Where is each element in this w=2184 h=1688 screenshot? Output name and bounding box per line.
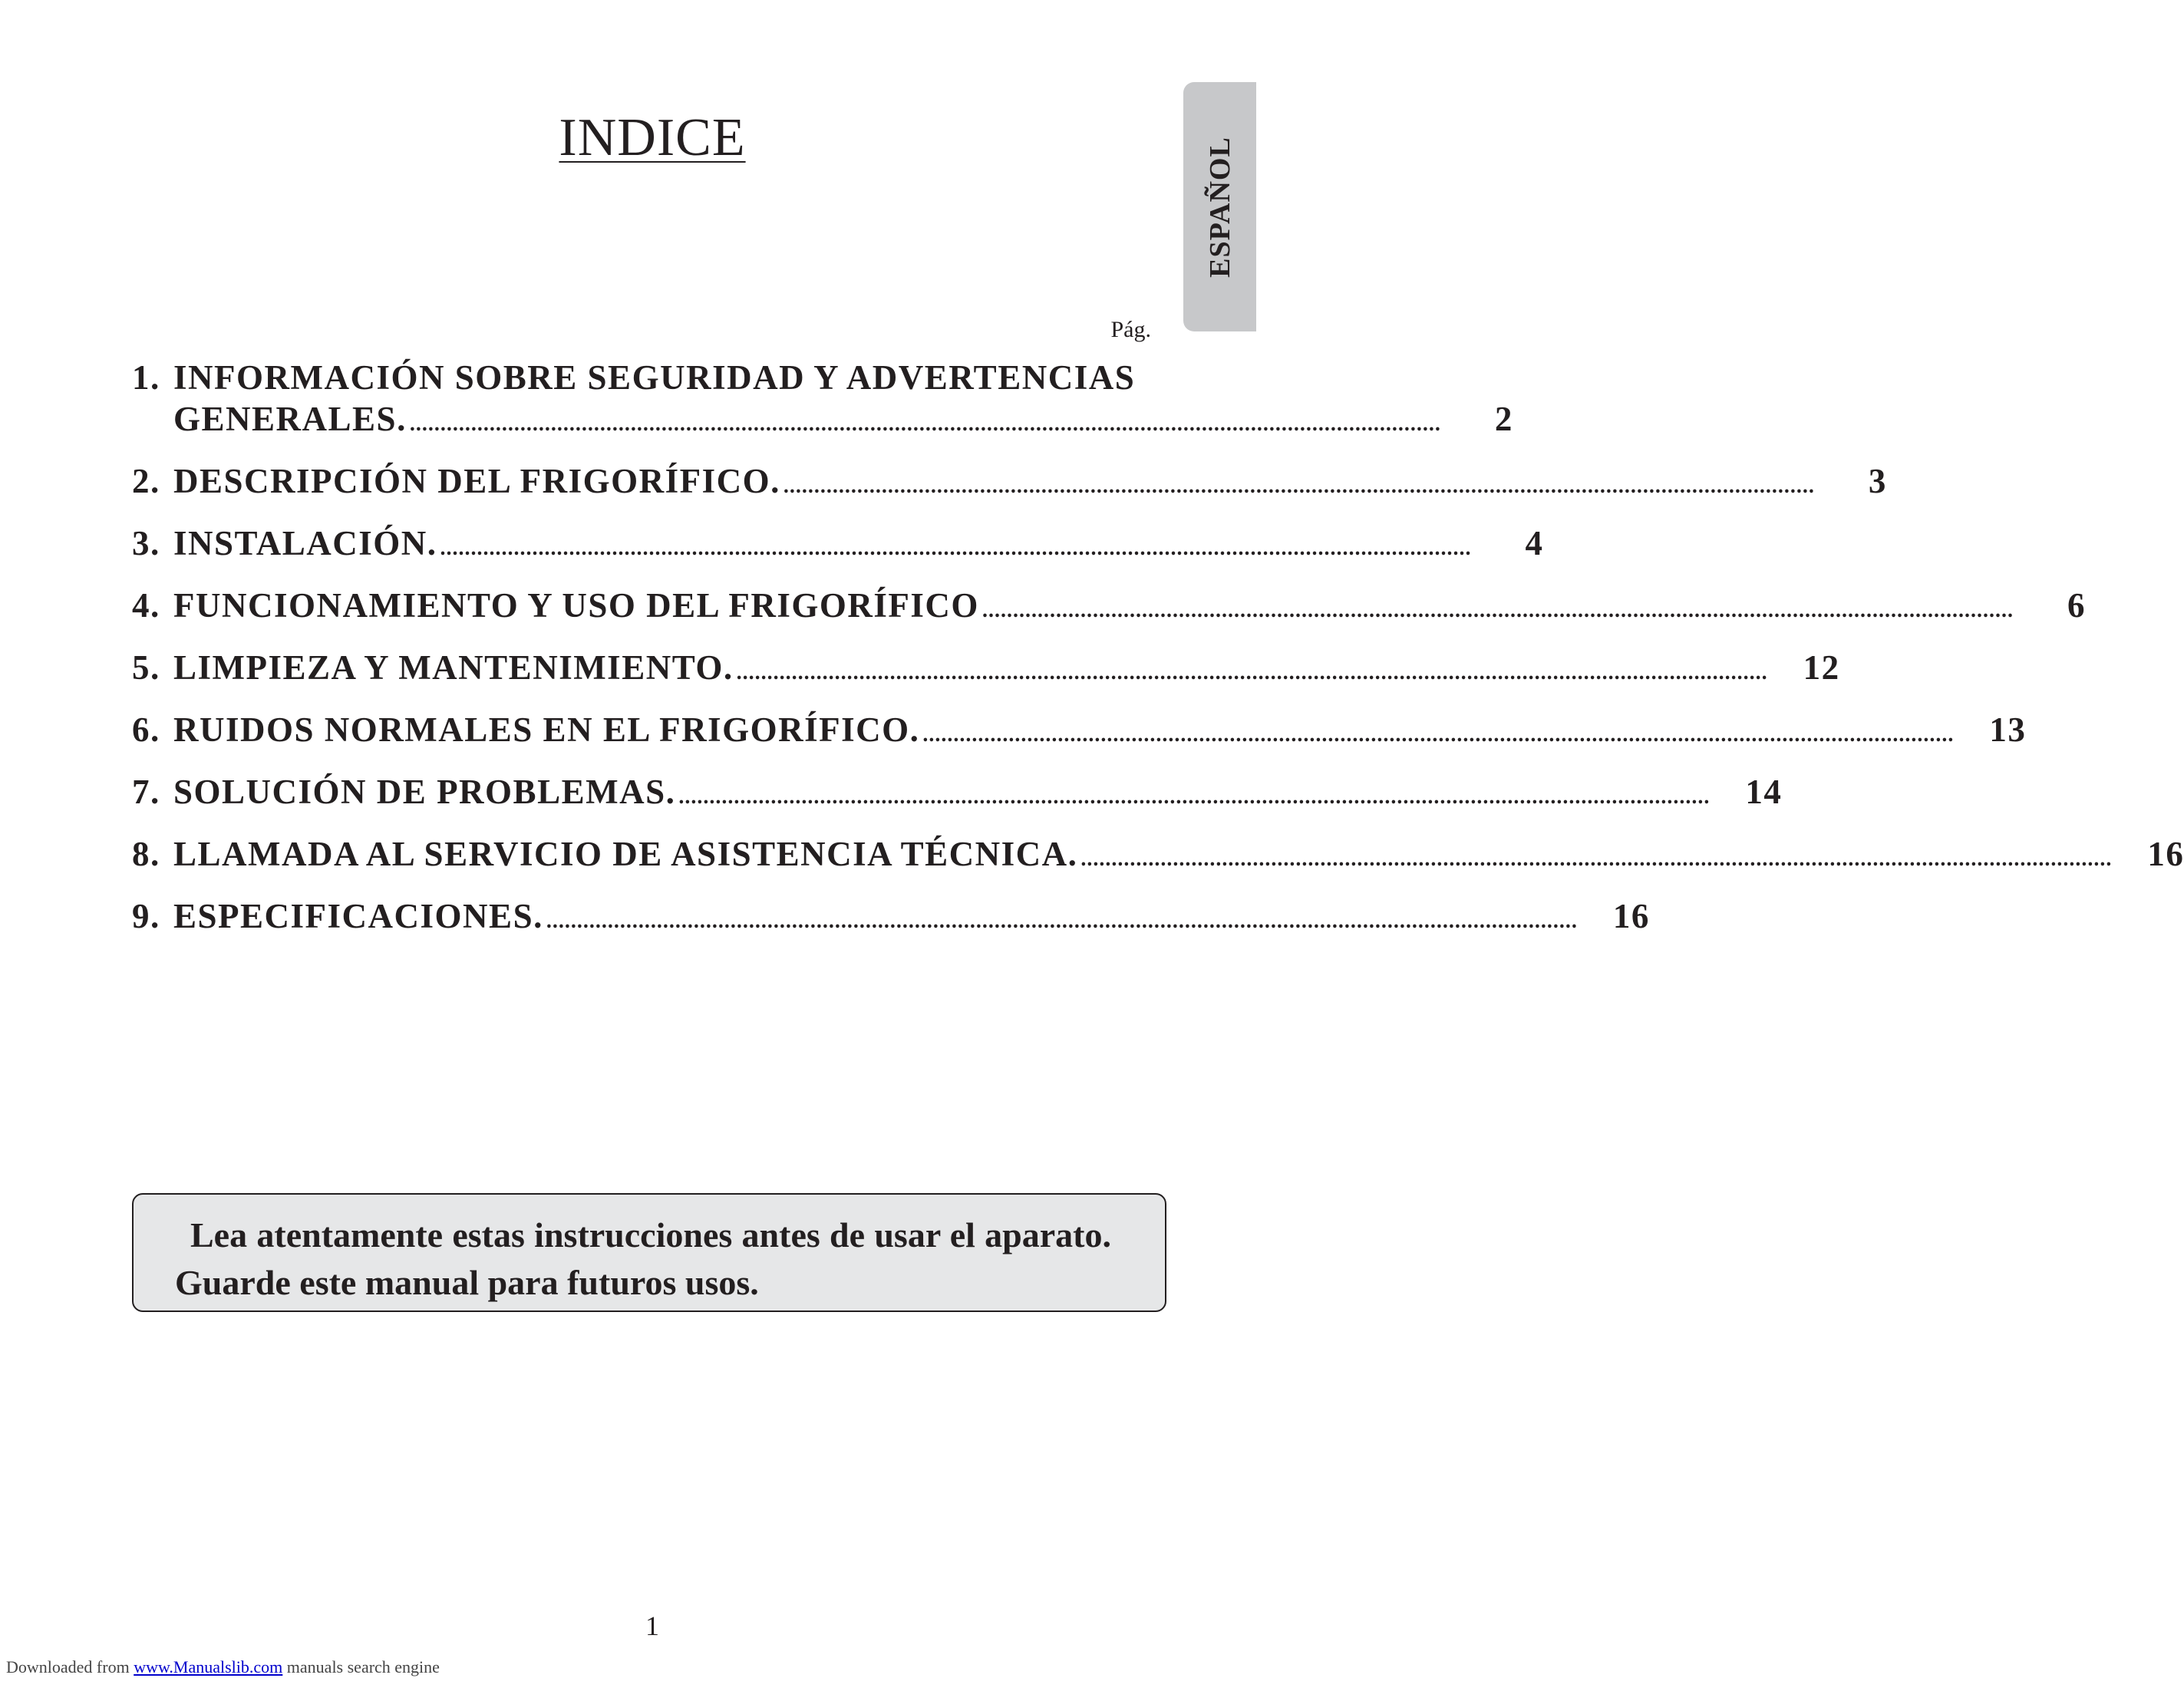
toc-entry-title: LLAMADA AL SERVICIO DE ASISTENCIA TÉCNICA. — [173, 835, 1078, 873]
download-footer — [6, 1657, 440, 1677]
toc-entry-title: DESCRIPCIÓN DEL FRIGORÍFICO. — [173, 462, 780, 500]
toc-entry-page: 16 — [1612, 897, 1650, 935]
toc-entry-title: ESPECIFICACIONES. — [173, 897, 543, 935]
toc-entry-page: 6 — [2067, 586, 2086, 625]
toc-entry-number: 5. — [132, 648, 160, 687]
language-tab-label: ESPAÑOL — [1203, 136, 1236, 278]
toc-entry-number: 4. — [132, 586, 160, 625]
footer-prefix: Downloaded from — [6, 1657, 130, 1676]
notice-box: Lea atentamente estas instrucciones antes de usar el aparato. Guarde este manual para futuros usos. — [132, 1193, 1166, 1312]
toc-dot-leader — [922, 714, 1954, 756]
toc-entry-number: 6. — [132, 710, 160, 749]
toc-dot-leader — [737, 652, 1768, 694]
toc-dot-leader — [1080, 839, 2112, 880]
toc-entry-title: RUIDOS NORMALES EN EL FRIGORÍFICO. — [173, 710, 920, 749]
toc-entry-7[interactable] — [132, 771, 1783, 818]
page-title: INDICE — [559, 108, 746, 167]
page-number: 1 — [645, 1611, 659, 1641]
toc-entry-2[interactable] — [132, 460, 1887, 507]
toc-dot-leader — [982, 590, 2014, 631]
toc-entry-title: FUNCIONAMIENTO Y USO DEL FRIGORÍFICO — [173, 586, 979, 625]
footer-suffix: manuals search engine — [286, 1657, 440, 1676]
toc-entry-number: 9. — [132, 897, 160, 935]
toc-dot-leader — [440, 528, 1471, 569]
toc-entry-number: 7. — [132, 773, 160, 811]
toc-entry-4[interactable] — [132, 585, 2086, 631]
toc-entry-page: 13 — [1989, 710, 2027, 749]
toc-entry-title-line-1: INFORMACIÓN SOBRE SEGURIDAD Y ADVERTENCIAS — [173, 358, 1136, 397]
toc-entry-title: LIMPIEZA Y MANTENIMIENTO. — [173, 648, 734, 687]
toc-entry-title: SOLUCIÓN DE PROBLEMAS. — [173, 773, 676, 811]
manualslib-link[interactable]: www.Manualslib.com — [134, 1657, 283, 1676]
toc-dot-leader — [410, 404, 1441, 445]
toc-entry-number: 2. — [132, 462, 160, 500]
toc-dot-leader — [678, 776, 1710, 818]
toc-entry-3[interactable] — [132, 523, 1544, 569]
toc-entry-8[interactable] — [132, 833, 2184, 880]
page-column-header: Pág. — [1110, 317, 1151, 342]
toc-dot-leader — [546, 901, 1578, 942]
toc-entry-6[interactable] — [132, 709, 2027, 756]
language-tab — [1183, 82, 1256, 331]
toc-entry-title-line-2: GENERALES. — [173, 400, 407, 438]
toc-entry-page: 3 — [1868, 462, 1887, 500]
toc-entry-page: 4 — [1525, 524, 1544, 562]
toc-entry-page: 16 — [2147, 835, 2184, 873]
toc-dot-leader — [784, 466, 1815, 507]
toc-entry-1[interactable] — [132, 357, 1513, 445]
toc-entry-number: 1. — [132, 358, 160, 397]
toc-entry-5[interactable] — [132, 647, 1840, 694]
table-of-contents — [132, 357, 2184, 958]
toc-entry-page: 14 — [1745, 773, 1783, 811]
toc-entry-page: 12 — [1803, 648, 1840, 687]
toc-entry-9[interactable] — [132, 895, 1650, 942]
toc-entry-number: 3. — [132, 524, 160, 562]
toc-entry-number: 8. — [132, 835, 160, 873]
toc-entry-title: INSTALACIÓN. — [173, 524, 437, 562]
toc-entry-page: 2 — [1494, 400, 1513, 438]
